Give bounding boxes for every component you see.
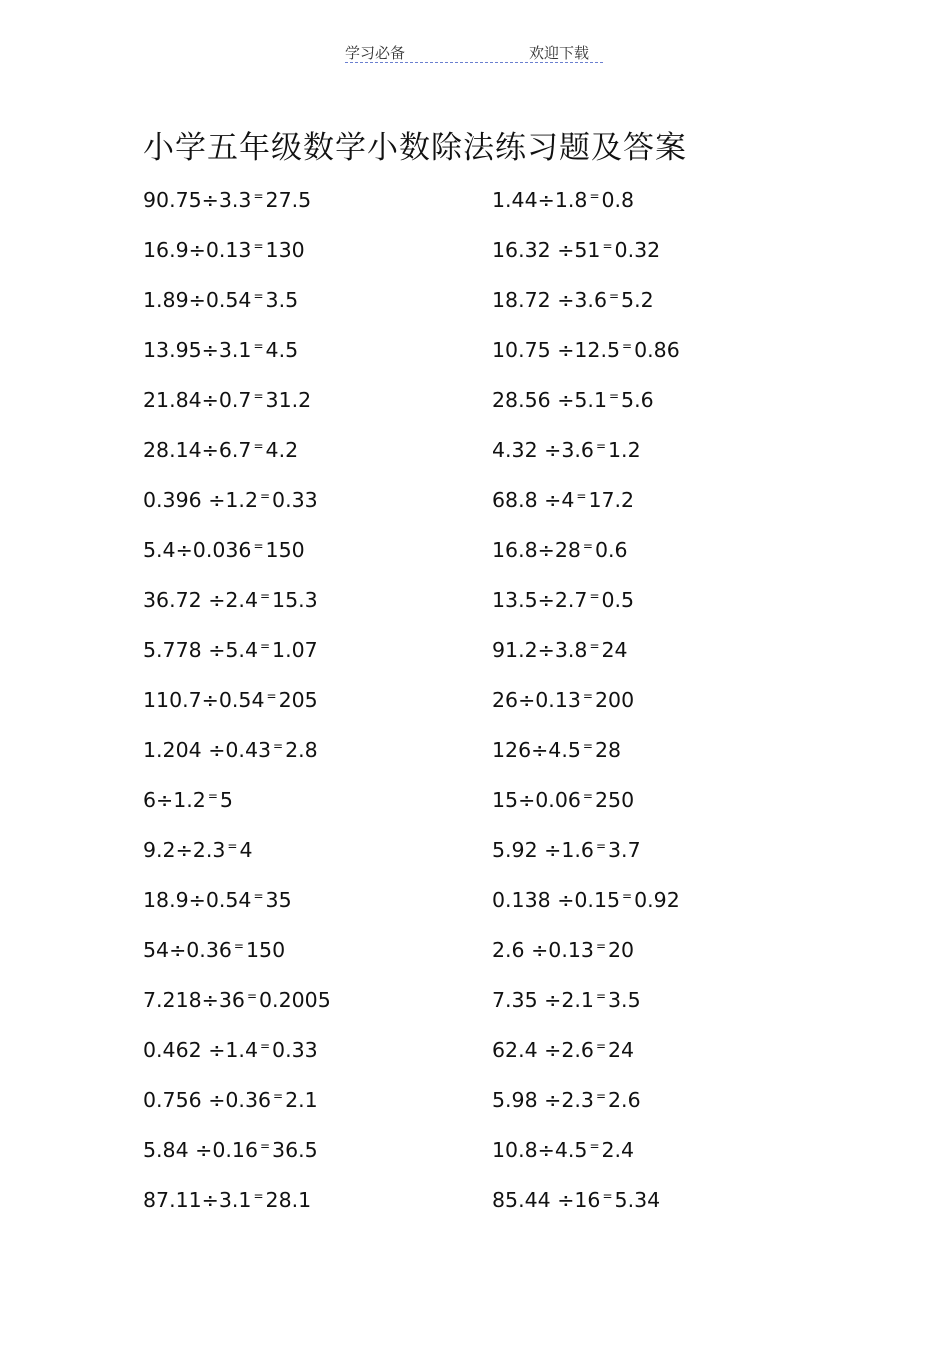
- equals-sign: =: [259, 1139, 271, 1153]
- problem-expression: 9.2÷2.3: [143, 838, 226, 862]
- problem-row: [492, 528, 812, 578]
- equals-sign: =: [595, 1089, 607, 1103]
- problem-row: [143, 528, 463, 578]
- equals-sign: =: [253, 239, 264, 253]
- problem-expression: 7.35 ÷2.1: [492, 988, 594, 1012]
- equals-sign: =: [273, 739, 284, 753]
- problem-expression: 13.95÷3.1: [143, 338, 252, 362]
- problem-row: [143, 1178, 463, 1228]
- problem-expression: 28.14÷6.7: [143, 438, 252, 462]
- problem-row: [143, 728, 463, 778]
- problem-answer: 0.33: [272, 488, 318, 512]
- problem-expression: 5.778 ÷5.4: [143, 638, 258, 662]
- problem-row: [492, 328, 812, 378]
- problem-expression: 91.2÷3.8: [492, 638, 588, 662]
- problem-expression: 5.84 ÷0.16: [143, 1138, 258, 1162]
- equals-sign: =: [608, 389, 620, 403]
- problem-answer: 36.5: [272, 1138, 318, 1162]
- equals-sign: =: [273, 1089, 284, 1103]
- equals-sign: =: [582, 539, 593, 553]
- problem-expression: 5.92 ÷1.6: [492, 838, 594, 862]
- problem-expression: 68.8 ÷4: [492, 488, 575, 512]
- problem-answer: 1.2: [608, 438, 641, 462]
- problem-row: [492, 1028, 812, 1078]
- problem-row: [492, 428, 812, 478]
- problem-row: [492, 978, 812, 1028]
- equals-sign: =: [259, 1039, 271, 1053]
- problem-row: [492, 878, 812, 928]
- problem-answer: 130: [265, 238, 305, 262]
- equals-sign: =: [595, 439, 607, 453]
- problem-answer: 2.6: [608, 1088, 641, 1112]
- problem-row: [143, 828, 463, 878]
- problem-answer: 200: [594, 688, 635, 712]
- problem-row: [492, 678, 812, 728]
- equals-sign: =: [576, 489, 587, 503]
- equals-sign: =: [259, 639, 271, 653]
- problem-row: [143, 778, 463, 828]
- equals-sign: =: [582, 689, 593, 703]
- problem-expression: 15÷0.06: [492, 788, 581, 812]
- page-title: 小学五年级数学小数除法练习题及答案: [143, 130, 687, 166]
- equals-sign: =: [622, 339, 633, 353]
- problem-row: [143, 328, 463, 378]
- problem-answer: 150: [265, 538, 305, 562]
- problem-row: [143, 228, 463, 278]
- problem-row: [492, 828, 812, 878]
- problem-row: [143, 1028, 463, 1078]
- left-problem-column: [143, 178, 463, 1228]
- problem-row: [143, 978, 463, 1028]
- problem-expression: 0.462 ÷1.4: [143, 1038, 258, 1062]
- problem-expression: 10.75 ÷12.5: [492, 338, 621, 362]
- problem-answer: 1.07: [272, 638, 318, 662]
- problem-expression: 0.138 ÷0.15: [492, 888, 621, 912]
- equals-sign: =: [253, 189, 264, 203]
- problem-row: [492, 628, 812, 678]
- problem-answer: 0.32: [614, 238, 661, 262]
- problem-expression: 4.32 ÷3.6: [492, 438, 594, 462]
- problem-expression: 28.56 ÷5.1: [492, 388, 607, 412]
- problem-expression: 18.9÷0.54: [143, 888, 252, 912]
- problem-answer: 28: [594, 738, 622, 762]
- problem-answer: 0.8: [601, 188, 635, 212]
- problem-row: [492, 1128, 812, 1178]
- problem-row: [143, 378, 463, 428]
- problem-answer: 17.2: [588, 488, 635, 512]
- problem-expression: 16.9÷0.13: [143, 238, 252, 262]
- equals-sign: =: [227, 839, 238, 853]
- equals-sign: =: [233, 939, 244, 953]
- problem-row: [492, 778, 812, 828]
- problem-expression: 2.6 ÷0.13: [492, 938, 594, 962]
- equals-sign: =: [253, 439, 264, 453]
- problem-expression: 110.7÷0.54: [143, 688, 265, 712]
- problem-answer: 5.2: [621, 288, 654, 312]
- problem-expression: 5.98 ÷2.3: [492, 1088, 594, 1112]
- problem-row: [143, 1128, 463, 1178]
- equals-sign: =: [595, 939, 607, 953]
- equals-sign: =: [582, 739, 593, 753]
- problem-answer: 250: [594, 788, 635, 812]
- equals-sign: =: [259, 489, 271, 503]
- problem-answer: 0.5: [601, 588, 635, 612]
- problem-row: [143, 178, 463, 228]
- right-problem-column: [492, 178, 812, 1228]
- problem-answer: 31.2: [265, 388, 312, 412]
- header-right-text: 欢迎下载: [529, 44, 590, 62]
- problem-answer: 150: [245, 938, 286, 962]
- problem-row: [492, 1078, 812, 1128]
- header-left-text: 学习必备: [345, 44, 406, 62]
- problem-answer: 35: [265, 888, 292, 912]
- problem-expression: 13.5÷2.7: [492, 588, 588, 612]
- equals-sign: =: [589, 1139, 600, 1153]
- problem-expression: 1.204 ÷0.43: [143, 738, 272, 762]
- problem-expression: 85.44 ÷16: [492, 1188, 601, 1212]
- equals-sign: =: [602, 1189, 613, 1203]
- equals-sign: =: [253, 539, 264, 553]
- equals-sign: =: [595, 989, 607, 1003]
- problem-expression: 16.8÷28: [492, 538, 581, 562]
- problem-row: [143, 278, 463, 328]
- equals-sign: =: [253, 1189, 264, 1203]
- problem-row: [143, 1078, 463, 1128]
- problem-answer: 5.6: [621, 388, 654, 412]
- page-header: [345, 40, 603, 63]
- problem-expression: 87.11÷3.1: [143, 1188, 252, 1212]
- problem-row: [143, 428, 463, 478]
- problem-expression: 6÷1.2: [143, 788, 206, 812]
- problem-expression: 126÷4.5: [492, 738, 581, 762]
- equals-sign: =: [589, 189, 600, 203]
- problem-expression: 7.218÷36: [143, 988, 245, 1012]
- problem-expression: 54÷0.36: [143, 938, 232, 962]
- equals-sign: =: [266, 689, 277, 703]
- problem-row: [492, 1178, 812, 1228]
- problem-answer: 0.6: [594, 538, 628, 562]
- problem-expression: 62.4 ÷2.6: [492, 1038, 594, 1062]
- problem-expression: 26÷0.13: [492, 688, 581, 712]
- equals-sign: =: [602, 239, 613, 253]
- equals-sign: =: [622, 889, 633, 903]
- problem-answer: 24: [601, 638, 628, 662]
- problem-row: [492, 728, 812, 778]
- problem-answer: 4.2: [265, 438, 299, 462]
- problem-answer: 5: [219, 788, 233, 812]
- problem-answer: 27.5: [265, 188, 312, 212]
- problem-expression: 21.84÷0.7: [143, 388, 252, 412]
- problem-row: [143, 578, 463, 628]
- problem-answer: 3.7: [608, 838, 641, 862]
- problem-expression: 90.75÷3.3: [143, 188, 252, 212]
- problem-answer: 3.5: [608, 988, 641, 1012]
- problem-expression: 1.44÷1.8: [492, 188, 588, 212]
- problem-answer: 0.2005: [259, 988, 331, 1012]
- equals-sign: =: [207, 789, 218, 803]
- problem-answer: 20: [608, 938, 635, 962]
- equals-sign: =: [246, 989, 258, 1003]
- equals-sign: =: [253, 339, 264, 353]
- problem-answer: 5.34: [614, 1188, 661, 1212]
- problem-answer: 0.92: [634, 888, 680, 912]
- problem-row: [143, 878, 463, 928]
- problem-expression: 5.4÷0.036: [143, 538, 252, 562]
- problem-expression: 0.756 ÷0.36: [143, 1088, 272, 1112]
- problem-answer: 2.1: [285, 1088, 318, 1112]
- problem-row: [492, 928, 812, 978]
- problem-expression: 1.89÷0.54: [143, 288, 252, 312]
- problem-expression: 18.72 ÷3.6: [492, 288, 607, 312]
- problem-expression: 10.8÷4.5: [492, 1138, 588, 1162]
- problem-row: [492, 578, 812, 628]
- problem-expression: 36.72 ÷2.4: [143, 588, 258, 612]
- problem-answer: 3.5: [265, 288, 299, 312]
- equals-sign: =: [589, 639, 600, 653]
- problem-answer: 2.4: [601, 1138, 635, 1162]
- problem-answer: 24: [608, 1038, 635, 1062]
- problem-answer: 4.5: [265, 338, 299, 362]
- problem-row: [143, 478, 463, 528]
- equals-sign: =: [589, 589, 600, 603]
- problem-row: [143, 928, 463, 978]
- problem-answer: 2.8: [285, 738, 318, 762]
- equals-sign: =: [595, 839, 607, 853]
- problem-expression: 16.32 ÷51: [492, 238, 601, 262]
- problem-row: [143, 678, 463, 728]
- problem-answer: 205: [278, 688, 318, 712]
- problem-answer: 28.1: [265, 1188, 312, 1212]
- problem-row: [492, 378, 812, 428]
- problem-row: [492, 478, 812, 528]
- equals-sign: =: [253, 889, 264, 903]
- equals-sign: =: [253, 389, 264, 403]
- equals-sign: =: [259, 589, 271, 603]
- problem-row: [492, 278, 812, 328]
- problem-expression: 0.396 ÷1.2: [143, 488, 258, 512]
- problem-answer: 0.86: [634, 338, 680, 362]
- problem-row: [143, 628, 463, 678]
- equals-sign: =: [608, 289, 620, 303]
- problem-row: [492, 178, 812, 228]
- equals-sign: =: [595, 1039, 607, 1053]
- problem-answer: 4: [239, 838, 253, 862]
- problem-answer: 0.33: [272, 1038, 318, 1062]
- equals-sign: =: [582, 789, 593, 803]
- equals-sign: =: [253, 289, 264, 303]
- problem-answer: 15.3: [272, 588, 318, 612]
- problem-row: [492, 228, 812, 278]
